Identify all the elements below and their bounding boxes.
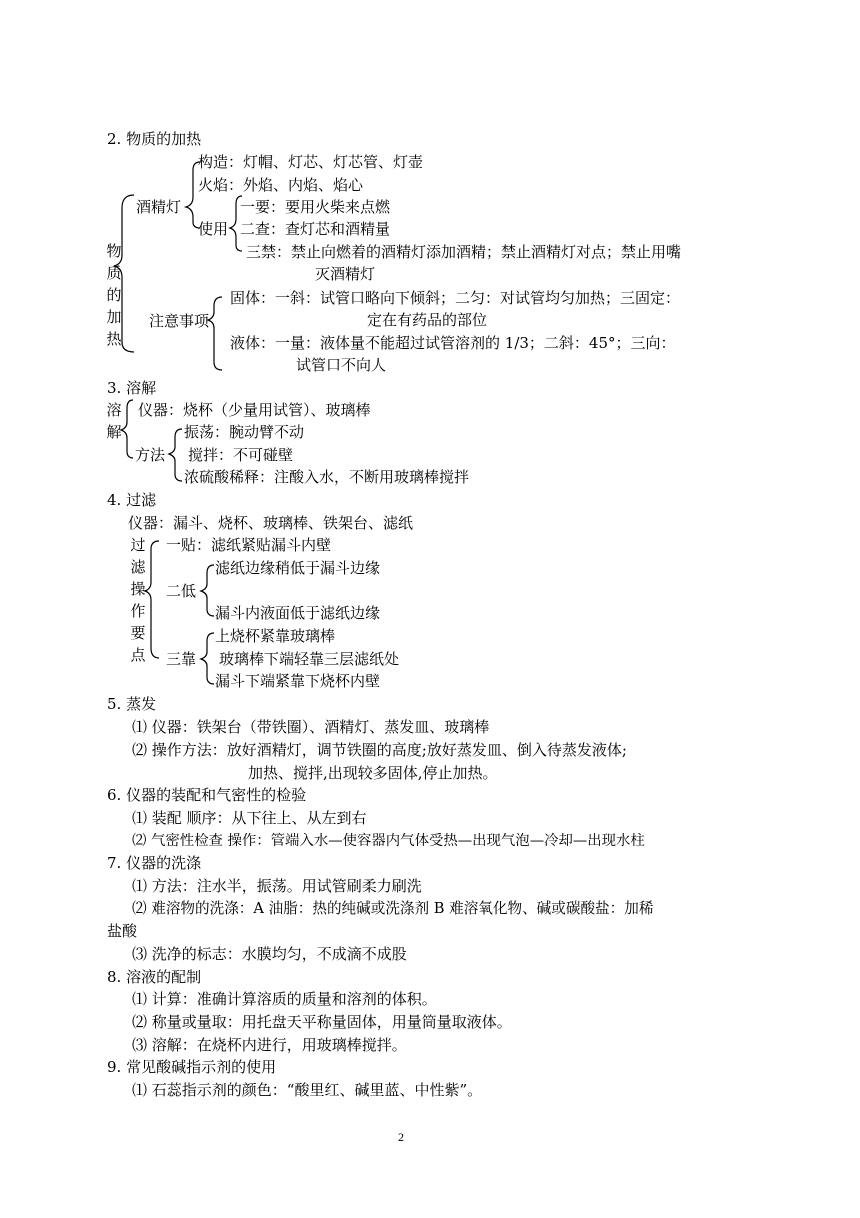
- method-dilute: 浓硫酸稀释：注酸入水，不断用玻璃棒搅拌: [184, 468, 470, 486]
- dissolve-instruments: 仪器：烧杯（少量用试管）、玻璃棒: [138, 401, 371, 419]
- washing-line-2-cont: 盐酸: [107, 922, 138, 940]
- brace-two-low: [201, 565, 214, 616]
- method-stir: 搅拌：不可碰壁: [188, 446, 294, 464]
- solution-line-2: ⑵ 称量或量取：用托盘天平称量固体，用量筒量取液体。: [132, 1013, 512, 1031]
- filter-one-stick: 一贴：滤纸紧贴漏斗内壁: [166, 536, 332, 554]
- washing-line-1: ⑴ 方法：注水半，振荡。用试管刷柔力刷洗: [132, 877, 422, 895]
- liquid-heating: 液体：一量：液体量不能超过试管溶剂的 1/3；二斜：45°；三向：: [230, 334, 676, 352]
- heading-assembly: 6. 仪器的装配和气密性的检验: [107, 786, 307, 804]
- solution-line-3: ⑶ 溶解：在烧杯内进行，用玻璃棒搅拌。: [132, 1036, 407, 1054]
- lamp-flame: 火焰：外焰、内焰、焰心: [198, 176, 364, 194]
- label-attention: 注意事项: [149, 312, 210, 330]
- filter-instruments: 仪器：漏斗、烧杯、玻璃棒、铁架台、滤纸: [128, 514, 414, 532]
- label-alcohol-lamp: 酒精灯: [136, 198, 182, 216]
- side-label-filter: 过滤操作要点: [130, 536, 146, 664]
- heading-washing: 7. 仪器的洗涤: [107, 854, 202, 872]
- heading-filter: 4. 过滤: [107, 491, 157, 509]
- solid-heating-cont: 定在有药品的部位: [367, 311, 488, 329]
- brace-three-lean: [201, 633, 214, 684]
- label-use: 使用: [198, 220, 229, 238]
- two-low-1: 滤纸边缘稍低于漏斗边缘: [215, 559, 381, 577]
- heading-dissolve: 3. 溶解: [107, 379, 157, 397]
- heading-solution: 8. 溶液的配制: [107, 968, 202, 986]
- indicator-line-1: ⑴ 石蕊指示剂的颜色：“酸里红、碱里蓝、中性紫”。: [132, 1081, 483, 1099]
- heading-evaporate: 5. 蒸发: [107, 695, 157, 713]
- label-three-lean: 三靠: [166, 650, 197, 668]
- solution-line-1: ⑴ 计算：准确计算溶质的质量和溶剂的体积。: [132, 990, 437, 1008]
- assembly-line-2: ⑵ 气密性检查 操作：管端入水—使容器内气体受热—出现气泡—冷却—出现水柱: [132, 833, 645, 849]
- use-rule-1: 一要：要用火柴来点燃: [240, 198, 391, 216]
- brace-attention: [208, 297, 222, 370]
- lamp-structure: 构造：灯帽、灯芯、灯芯管、灯壶: [198, 153, 424, 171]
- page-number: 2: [398, 1130, 404, 1144]
- washing-line-3: ⑶ 洗净的标志：水膜均匀，不成滴不成股: [132, 945, 407, 963]
- use-rule-2: 二查：查灯芯和酒精量: [240, 220, 391, 238]
- evaporate-line-1: ⑴ 仪器：铁架台（带铁圈）、酒精灯、蒸发皿、玻璃棒: [132, 718, 490, 736]
- solid-heating: 固体：一斜：试管口略向下倾斜；二匀：对试管均匀加热；三固定：: [230, 289, 681, 307]
- use-rule-3: 三禁：禁止向燃着的酒精灯添加酒精；禁止酒精灯对点；禁止用嘴: [246, 243, 682, 261]
- side-label-heating: 物质的加热: [106, 242, 122, 348]
- label-two-low: 二低: [166, 582, 197, 600]
- evaporate-line-2: ⑵ 操作方法：放好酒精灯，调节铁圈的高度;放好蒸发皿、倒入待蒸发液体;: [132, 741, 627, 759]
- brace-method: [169, 429, 182, 481]
- three-lean-1: 上烧杯紧靠玻璃棒: [215, 627, 336, 645]
- evaporate-line-3: 加热、搅拌,出现较多固体,停止加热。: [248, 764, 498, 782]
- use-rule-3-cont: 灭酒精灯: [315, 265, 376, 283]
- heading-indicator: 9. 常见酸碱指示剂的使用: [107, 1058, 277, 1076]
- two-low-2: 漏斗内液面低于滤纸边缘: [215, 604, 381, 622]
- liquid-heating-cont: 试管口不向人: [296, 356, 387, 374]
- side-label-dissolve: 溶解: [106, 401, 122, 441]
- three-lean-2: 玻璃棒下端轻靠三层滤纸处: [219, 650, 400, 668]
- label-method: 方法: [135, 446, 166, 464]
- washing-line-2: ⑵ 难溶物的洗涤：A 油脂：热的纯碱或洗涤剂 B 难溶氧化物、碱或碳酸盐：加稀: [132, 900, 654, 917]
- assembly-line-1: ⑴ 装配 顺序：从下往上、从左到右: [132, 809, 367, 827]
- three-lean-3: 漏斗下端紧靠下烧杯内壁: [215, 672, 381, 690]
- heading-heating: 2. 物质的加热: [107, 130, 202, 148]
- method-shake: 振荡：腕动臂不动: [184, 423, 305, 441]
